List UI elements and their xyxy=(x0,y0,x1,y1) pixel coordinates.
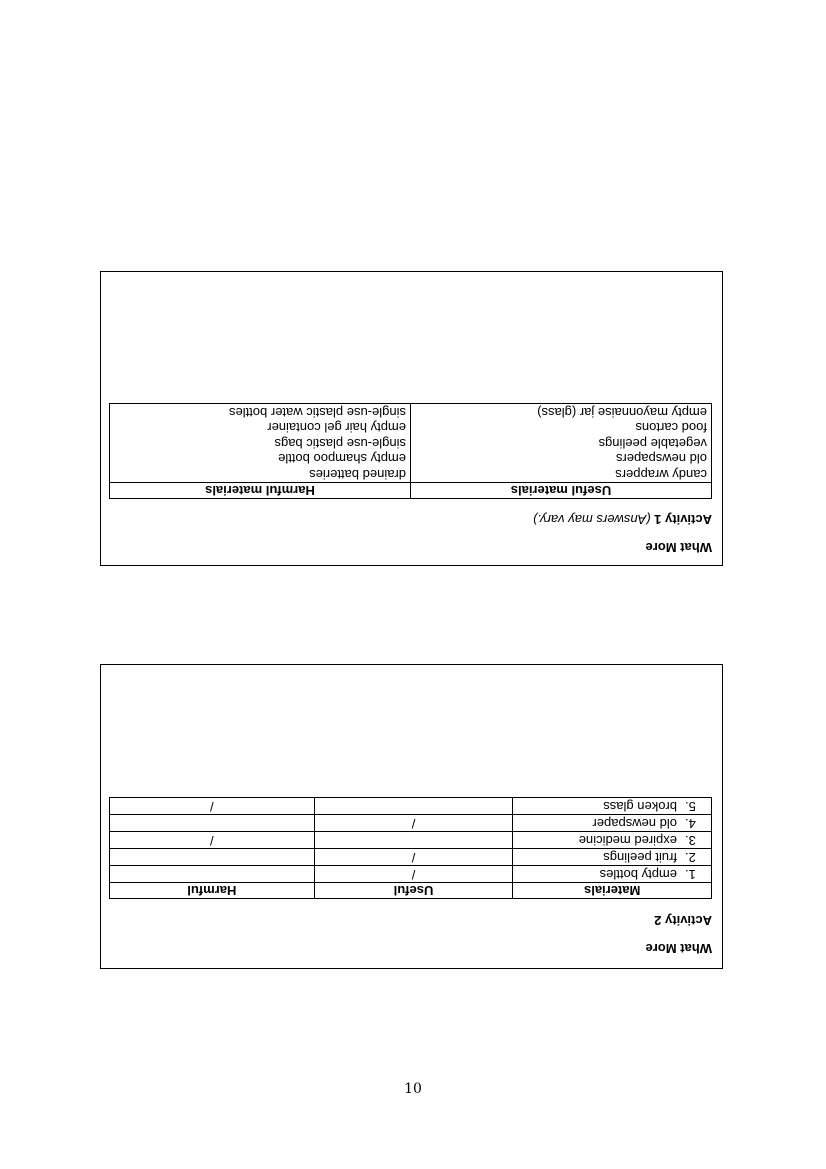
row-number: 4. xyxy=(685,816,696,831)
row-number: 5. xyxy=(685,799,696,814)
list-item: old newspapers xyxy=(615,451,707,467)
page-number: 10 xyxy=(404,1081,422,1097)
harmful-mark: / xyxy=(110,798,315,815)
column-header-useful: Useful materials xyxy=(411,483,712,499)
material-name: old newspaper xyxy=(592,816,677,831)
list-item: vegetable peelings xyxy=(598,436,707,451)
column-header-materials: Materials xyxy=(513,883,712,899)
list-item: empty shampoo bottle xyxy=(278,451,406,467)
materials-table xyxy=(109,404,712,500)
materials-table xyxy=(109,797,712,899)
activity-2-box xyxy=(100,664,723,969)
row-number: 3. xyxy=(685,833,696,848)
activity-note: (Answers may vary.) xyxy=(533,512,651,527)
table-row xyxy=(110,815,712,832)
section-heading: What More xyxy=(645,941,712,956)
row-number: 1. xyxy=(685,867,696,882)
activity-1-box xyxy=(100,271,723,566)
list-item: empty mayonnaise jar (glass) xyxy=(537,405,707,420)
material-name: fruit peelings xyxy=(603,850,677,865)
harmful-mark xyxy=(110,849,315,866)
harmful-mark: / xyxy=(110,832,315,849)
material-name: empty bottles xyxy=(599,867,677,882)
list-item: single-use plastic bags xyxy=(274,436,406,451)
row-number: 2. xyxy=(685,850,696,865)
table-row xyxy=(110,849,712,866)
activity-title xyxy=(533,512,712,527)
list-item: empty hair gel container xyxy=(267,420,406,436)
useful-list xyxy=(411,404,712,483)
column-header-useful: Useful xyxy=(314,883,513,899)
harmful-mark xyxy=(110,815,315,832)
section-heading: What More xyxy=(645,540,712,555)
useful-mark xyxy=(314,832,513,849)
material-name: expired medicine xyxy=(578,833,677,848)
list-item: drained batteries xyxy=(309,467,406,482)
column-header-harmful: Harmful materials xyxy=(110,483,411,499)
useful-mark: / xyxy=(314,849,513,866)
table-row xyxy=(110,798,712,815)
list-item: candy wrappers xyxy=(615,467,707,482)
activity-title xyxy=(654,913,712,928)
column-header-harmful: Harmful xyxy=(110,883,315,899)
list-item: food cartons xyxy=(635,420,707,436)
table-row xyxy=(110,832,712,849)
useful-mark xyxy=(314,798,513,815)
harmful-mark xyxy=(110,866,315,883)
list-item: single-use plastic water bottles xyxy=(228,405,406,420)
useful-mark: / xyxy=(314,866,513,883)
harmful-list xyxy=(110,404,411,483)
table-row xyxy=(110,866,712,883)
useful-mark: / xyxy=(314,815,513,832)
activity-label: Activity 2 xyxy=(654,913,712,928)
activity-label: Activity 1 xyxy=(654,512,712,527)
material-name: broken glass xyxy=(603,799,677,814)
